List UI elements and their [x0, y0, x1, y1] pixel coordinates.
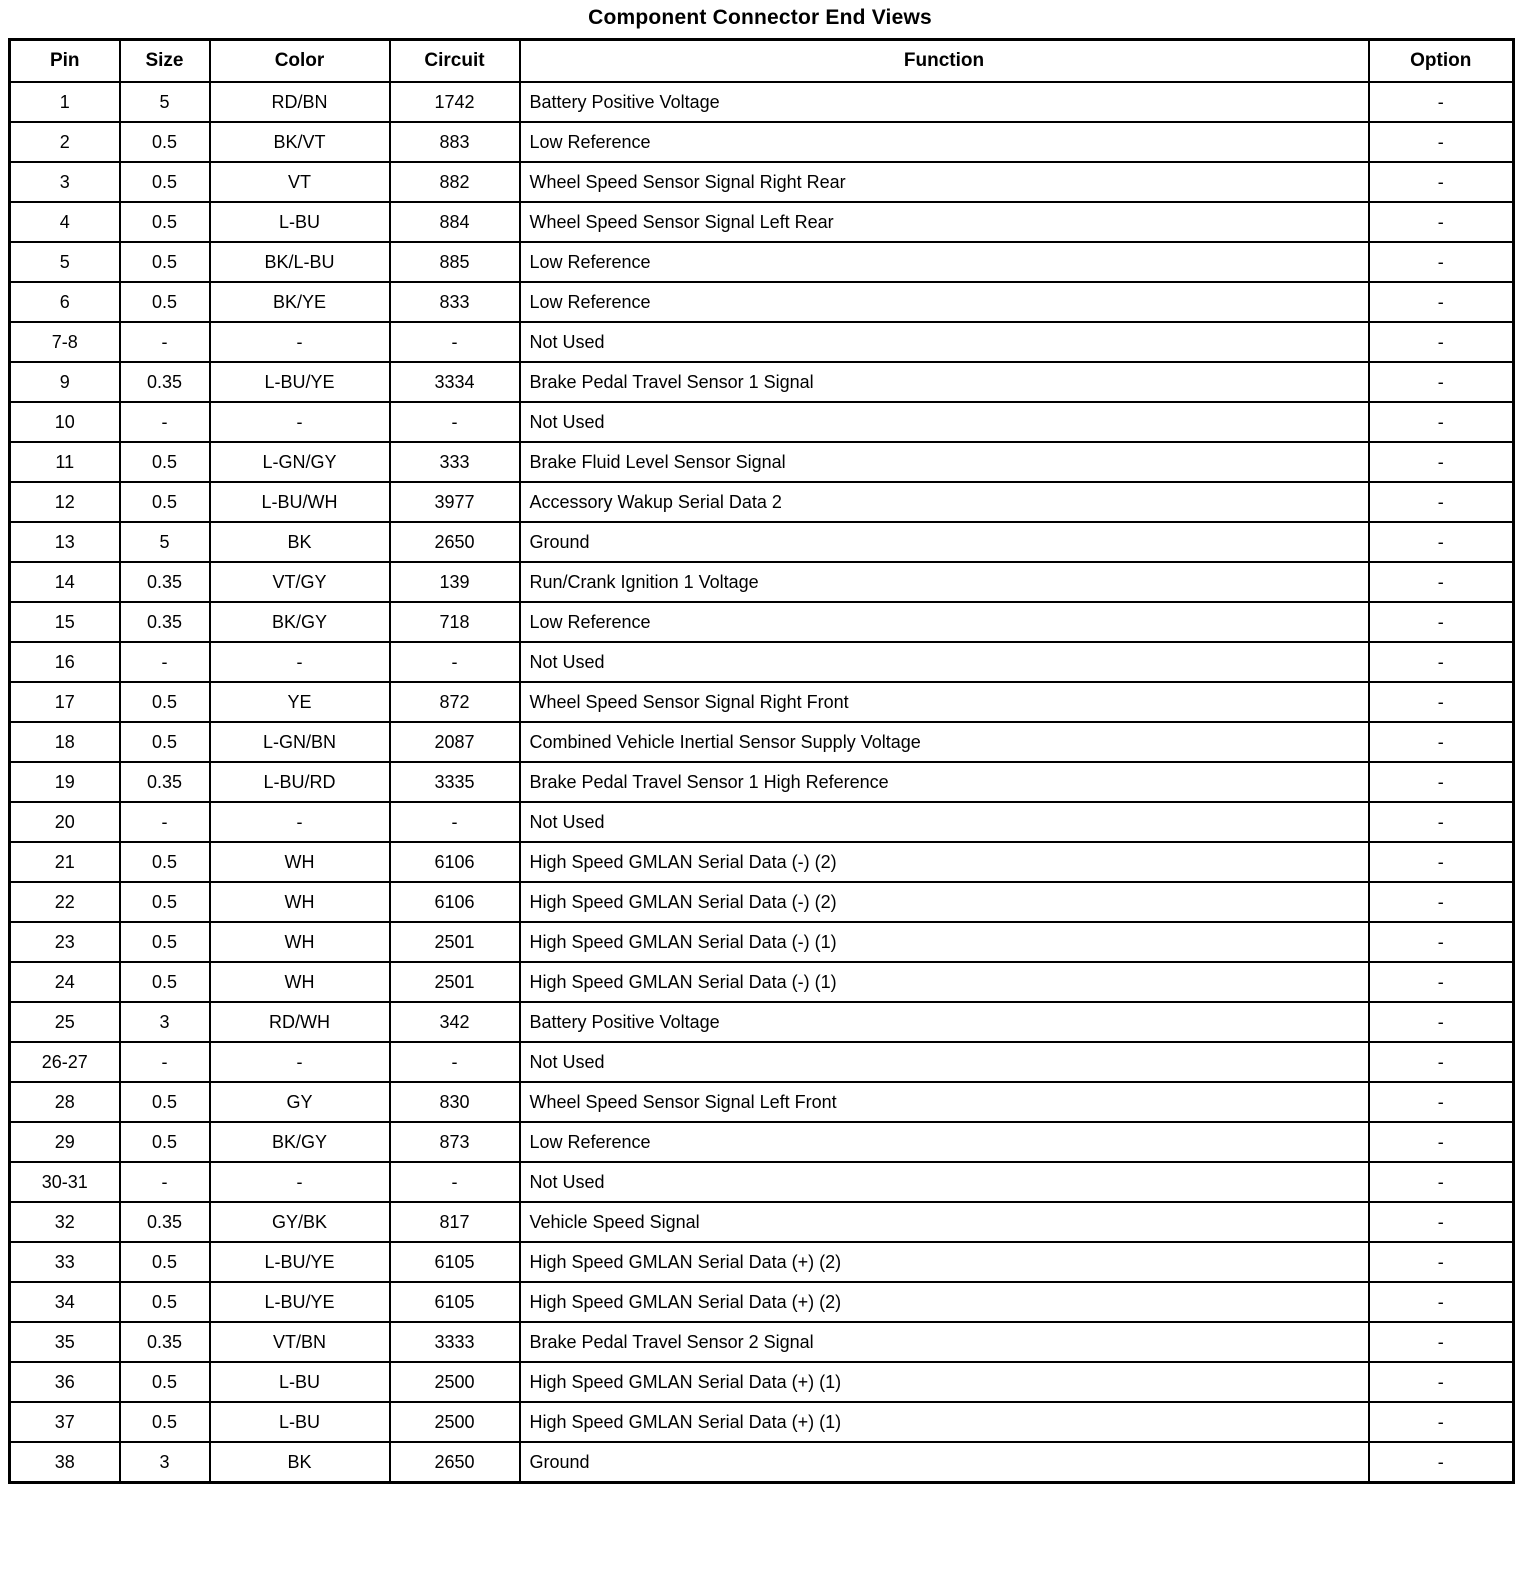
cell-size: 0.5	[120, 282, 210, 322]
table-row	[10, 962, 1514, 1002]
cell-color: L-GN/BN	[210, 722, 390, 762]
table-row	[10, 1002, 1514, 1042]
cell-pin: 10	[10, 402, 120, 442]
cell-option: -	[1369, 162, 1514, 202]
cell-circuit: 885	[390, 242, 520, 282]
cell-function: Not Used	[520, 402, 1369, 442]
cell-option: -	[1369, 642, 1514, 682]
cell-option: -	[1369, 82, 1514, 122]
cell-function: Brake Pedal Travel Sensor 1 High Reference	[520, 762, 1369, 802]
cell-size: -	[120, 802, 210, 842]
cell-color: BK	[210, 522, 390, 562]
table-row	[10, 842, 1514, 882]
cell-option: -	[1369, 882, 1514, 922]
cell-size: 0.5	[120, 682, 210, 722]
cell-function: High Speed GMLAN Serial Data (-) (1)	[520, 962, 1369, 1002]
cell-option: -	[1369, 1202, 1514, 1242]
cell-option: -	[1369, 842, 1514, 882]
cell-size: 0.35	[120, 602, 210, 642]
cell-circuit: 718	[390, 602, 520, 642]
cell-pin: 25	[10, 1002, 120, 1042]
cell-function: Ground	[520, 522, 1369, 562]
cell-pin: 38	[10, 1442, 120, 1483]
cell-circuit: 2650	[390, 1442, 520, 1483]
cell-size: 0.35	[120, 762, 210, 802]
cell-color: WH	[210, 922, 390, 962]
cell-size: 0.5	[120, 442, 210, 482]
cell-size: 3	[120, 1442, 210, 1483]
cell-color: VT/BN	[210, 1322, 390, 1362]
cell-circuit: 3335	[390, 762, 520, 802]
cell-circuit: -	[390, 1162, 520, 1202]
cell-color: L-BU	[210, 1402, 390, 1442]
cell-function: Not Used	[520, 802, 1369, 842]
cell-size: 0.5	[120, 962, 210, 1002]
cell-size: 0.5	[120, 1282, 210, 1322]
cell-function: Low Reference	[520, 122, 1369, 162]
table-row	[10, 162, 1514, 202]
table-row	[10, 242, 1514, 282]
cell-pin: 20	[10, 802, 120, 842]
cell-function: High Speed GMLAN Serial Data (-) (2)	[520, 842, 1369, 882]
cell-size: 0.5	[120, 242, 210, 282]
cell-option: -	[1369, 1002, 1514, 1042]
cell-option: -	[1369, 362, 1514, 402]
cell-function: Battery Positive Voltage	[520, 82, 1369, 122]
cell-color: L-BU	[210, 202, 390, 242]
cell-pin: 35	[10, 1322, 120, 1362]
cell-circuit: -	[390, 642, 520, 682]
cell-size: 0.5	[120, 1362, 210, 1402]
cell-size: 0.5	[120, 922, 210, 962]
cell-function: High Speed GMLAN Serial Data (+) (2)	[520, 1282, 1369, 1322]
cell-option: -	[1369, 1242, 1514, 1282]
cell-size: -	[120, 402, 210, 442]
table-row	[10, 762, 1514, 802]
cell-size: 5	[120, 522, 210, 562]
cell-size: 0.35	[120, 562, 210, 602]
cell-circuit: 833	[390, 282, 520, 322]
cell-option: -	[1369, 1362, 1514, 1402]
table-row	[10, 522, 1514, 562]
cell-function: Brake Pedal Travel Sensor 2 Signal	[520, 1322, 1369, 1362]
cell-pin: 14	[10, 562, 120, 602]
cell-function: Low Reference	[520, 1122, 1369, 1162]
cell-size: 0.35	[120, 362, 210, 402]
cell-option: -	[1369, 962, 1514, 1002]
table-row	[10, 1282, 1514, 1322]
cell-option: -	[1369, 1282, 1514, 1322]
col-header-pin: Pin	[10, 40, 120, 83]
cell-function: Brake Fluid Level Sensor Signal	[520, 442, 1369, 482]
col-header-option: Option	[1369, 40, 1514, 83]
cell-pin: 23	[10, 922, 120, 962]
table-row	[10, 322, 1514, 362]
cell-size: 0.5	[120, 842, 210, 882]
cell-circuit: 3333	[390, 1322, 520, 1362]
cell-color: BK/GY	[210, 602, 390, 642]
cell-function: High Speed GMLAN Serial Data (-) (1)	[520, 922, 1369, 962]
cell-color: L-BU/YE	[210, 1282, 390, 1322]
cell-circuit: 830	[390, 1082, 520, 1122]
cell-pin: 11	[10, 442, 120, 482]
cell-color: L-BU/YE	[210, 362, 390, 402]
cell-pin: 9	[10, 362, 120, 402]
pinout-table	[8, 38, 1515, 1484]
page-title: Component Connector End Views	[588, 6, 932, 29]
cell-pin: 28	[10, 1082, 120, 1122]
cell-circuit: -	[390, 1042, 520, 1082]
table-row	[10, 1082, 1514, 1122]
cell-size: 0.35	[120, 1322, 210, 1362]
cell-function: Run/Crank Ignition 1 Voltage	[520, 562, 1369, 602]
cell-pin: 24	[10, 962, 120, 1002]
table-row	[10, 362, 1514, 402]
cell-option: -	[1369, 602, 1514, 642]
cell-size: 0.5	[120, 1082, 210, 1122]
cell-color: RD/WH	[210, 1002, 390, 1042]
cell-option: -	[1369, 722, 1514, 762]
table-row	[10, 562, 1514, 602]
table-row	[10, 1322, 1514, 1362]
cell-circuit: 2501	[390, 962, 520, 1002]
cell-function: Wheel Speed Sensor Signal Right Rear	[520, 162, 1369, 202]
cell-circuit: 3334	[390, 362, 520, 402]
table-row	[10, 722, 1514, 762]
cell-function: High Speed GMLAN Serial Data (+) (1)	[520, 1362, 1369, 1402]
header-row	[10, 40, 1514, 83]
cell-color: WH	[210, 962, 390, 1002]
cell-size: -	[120, 322, 210, 362]
cell-option: -	[1369, 202, 1514, 242]
cell-pin: 16	[10, 642, 120, 682]
cell-size: -	[120, 1042, 210, 1082]
cell-circuit: 882	[390, 162, 520, 202]
cell-circuit: 883	[390, 122, 520, 162]
cell-pin: 12	[10, 482, 120, 522]
cell-circuit: 6105	[390, 1242, 520, 1282]
cell-color: RD/BN	[210, 82, 390, 122]
cell-size: -	[120, 1162, 210, 1202]
cell-pin: 18	[10, 722, 120, 762]
table-row	[10, 922, 1514, 962]
cell-color: BK/L-BU	[210, 242, 390, 282]
cell-option: -	[1369, 1442, 1514, 1483]
cell-function: High Speed GMLAN Serial Data (-) (2)	[520, 882, 1369, 922]
cell-function: Low Reference	[520, 242, 1369, 282]
cell-pin: 33	[10, 1242, 120, 1282]
cell-size: 0.5	[120, 722, 210, 762]
cell-size: 0.35	[120, 1202, 210, 1242]
cell-circuit: 6106	[390, 842, 520, 882]
cell-function: Battery Positive Voltage	[520, 1002, 1369, 1042]
cell-pin: 19	[10, 762, 120, 802]
table-row	[10, 1442, 1514, 1483]
cell-option: -	[1369, 922, 1514, 962]
cell-function: Not Used	[520, 642, 1369, 682]
cell-circuit: 2501	[390, 922, 520, 962]
cell-color: WH	[210, 842, 390, 882]
table-row	[10, 122, 1514, 162]
cell-option: -	[1369, 242, 1514, 282]
cell-pin: 36	[10, 1362, 120, 1402]
cell-function: Wheel Speed Sensor Signal Right Front	[520, 682, 1369, 722]
cell-function: Wheel Speed Sensor Signal Left Rear	[520, 202, 1369, 242]
cell-color: L-BU/RD	[210, 762, 390, 802]
table-row	[10, 282, 1514, 322]
cell-circuit: 2500	[390, 1402, 520, 1442]
table-row	[10, 1122, 1514, 1162]
cell-function: Not Used	[520, 322, 1369, 362]
cell-option: -	[1369, 682, 1514, 722]
cell-option: -	[1369, 1162, 1514, 1202]
cell-pin: 5	[10, 242, 120, 282]
table-body	[10, 82, 1514, 1483]
cell-size: 5	[120, 82, 210, 122]
cell-color: BK	[210, 1442, 390, 1483]
cell-color: BK/VT	[210, 122, 390, 162]
cell-function: Low Reference	[520, 282, 1369, 322]
cell-color: -	[210, 402, 390, 442]
table-row	[10, 802, 1514, 842]
cell-pin: 29	[10, 1122, 120, 1162]
cell-circuit: 817	[390, 1202, 520, 1242]
cell-pin: 6	[10, 282, 120, 322]
table-row	[10, 482, 1514, 522]
cell-pin: 21	[10, 842, 120, 882]
cell-size: -	[120, 642, 210, 682]
table-row	[10, 602, 1514, 642]
cell-pin: 22	[10, 882, 120, 922]
cell-size: 0.5	[120, 482, 210, 522]
cell-option: -	[1369, 322, 1514, 362]
cell-size: 0.5	[120, 202, 210, 242]
cell-color: L-BU	[210, 1362, 390, 1402]
cell-option: -	[1369, 482, 1514, 522]
table-row	[10, 82, 1514, 122]
cell-size: 0.5	[120, 882, 210, 922]
col-header-function: Function	[520, 40, 1369, 83]
cell-pin: 17	[10, 682, 120, 722]
cell-pin: 34	[10, 1282, 120, 1322]
table-row	[10, 642, 1514, 682]
cell-color: -	[210, 642, 390, 682]
cell-option: -	[1369, 1042, 1514, 1082]
cell-option: -	[1369, 122, 1514, 162]
cell-circuit: 139	[390, 562, 520, 602]
col-header-size: Size	[120, 40, 210, 83]
cell-color: VT/GY	[210, 562, 390, 602]
cell-function: Wheel Speed Sensor Signal Left Front	[520, 1082, 1369, 1122]
cell-pin: 2	[10, 122, 120, 162]
cell-circuit: 333	[390, 442, 520, 482]
cell-pin: 4	[10, 202, 120, 242]
cell-color: -	[210, 322, 390, 362]
table-row	[10, 1042, 1514, 1082]
cell-function: Vehicle Speed Signal	[520, 1202, 1369, 1242]
cell-pin: 32	[10, 1202, 120, 1242]
cell-function: Brake Pedal Travel Sensor 1 Signal	[520, 362, 1369, 402]
cell-color: -	[210, 1162, 390, 1202]
table-row	[10, 1162, 1514, 1202]
table-row	[10, 1202, 1514, 1242]
cell-circuit: -	[390, 802, 520, 842]
col-header-color: Color	[210, 40, 390, 83]
cell-color: -	[210, 1042, 390, 1082]
cell-option: -	[1369, 1402, 1514, 1442]
cell-pin: 15	[10, 602, 120, 642]
cell-function: Ground	[520, 1442, 1369, 1483]
cell-size: 0.5	[120, 162, 210, 202]
cell-option: -	[1369, 802, 1514, 842]
cell-option: -	[1369, 522, 1514, 562]
cell-circuit: 3977	[390, 482, 520, 522]
table-row	[10, 402, 1514, 442]
cell-option: -	[1369, 402, 1514, 442]
cell-pin: 1	[10, 82, 120, 122]
table-row	[10, 1242, 1514, 1282]
cell-option: -	[1369, 442, 1514, 482]
table-row	[10, 882, 1514, 922]
cell-option: -	[1369, 562, 1514, 602]
cell-circuit: -	[390, 402, 520, 442]
cell-circuit: 884	[390, 202, 520, 242]
cell-color: L-BU/WH	[210, 482, 390, 522]
cell-color: -	[210, 802, 390, 842]
cell-option: -	[1369, 1322, 1514, 1362]
cell-color: L-BU/YE	[210, 1242, 390, 1282]
cell-circuit: -	[390, 322, 520, 362]
table-row	[10, 1362, 1514, 1402]
cell-function: Not Used	[520, 1162, 1369, 1202]
cell-option: -	[1369, 1122, 1514, 1162]
cell-color: BK/YE	[210, 282, 390, 322]
cell-function: Low Reference	[520, 602, 1369, 642]
cell-color: L-GN/GY	[210, 442, 390, 482]
cell-circuit: 2650	[390, 522, 520, 562]
cell-pin: 37	[10, 1402, 120, 1442]
cell-function: High Speed GMLAN Serial Data (+) (1)	[520, 1402, 1369, 1442]
cell-pin: 7-8	[10, 322, 120, 362]
cell-pin: 26-27	[10, 1042, 120, 1082]
cell-pin: 13	[10, 522, 120, 562]
cell-color: YE	[210, 682, 390, 722]
cell-size: 0.5	[120, 1242, 210, 1282]
cell-circuit: 873	[390, 1122, 520, 1162]
cell-option: -	[1369, 762, 1514, 802]
cell-function: Accessory Wakup Serial Data 2	[520, 482, 1369, 522]
cell-color: BK/GY	[210, 1122, 390, 1162]
col-header-circuit: Circuit	[390, 40, 520, 83]
cell-option: -	[1369, 282, 1514, 322]
cell-size: 0.5	[120, 1402, 210, 1442]
cell-circuit: 1742	[390, 82, 520, 122]
cell-circuit: 2087	[390, 722, 520, 762]
cell-circuit: 6105	[390, 1282, 520, 1322]
table-row	[10, 682, 1514, 722]
cell-circuit: 342	[390, 1002, 520, 1042]
table-row	[10, 442, 1514, 482]
cell-pin: 3	[10, 162, 120, 202]
cell-color: WH	[210, 882, 390, 922]
cell-circuit: 872	[390, 682, 520, 722]
cell-function: Not Used	[520, 1042, 1369, 1082]
cell-function: Combined Vehicle Inertial Sensor Supply Voltage	[520, 722, 1369, 762]
cell-size: 0.5	[120, 1122, 210, 1162]
cell-size: 3	[120, 1002, 210, 1042]
cell-option: -	[1369, 1082, 1514, 1122]
cell-color: GY/BK	[210, 1202, 390, 1242]
table-row	[10, 1402, 1514, 1442]
table-row	[10, 202, 1514, 242]
cell-size: 0.5	[120, 122, 210, 162]
cell-circuit: 6106	[390, 882, 520, 922]
cell-function: High Speed GMLAN Serial Data (+) (2)	[520, 1242, 1369, 1282]
cell-circuit: 2500	[390, 1362, 520, 1402]
cell-color: VT	[210, 162, 390, 202]
cell-pin: 30-31	[10, 1162, 120, 1202]
cell-color: GY	[210, 1082, 390, 1122]
